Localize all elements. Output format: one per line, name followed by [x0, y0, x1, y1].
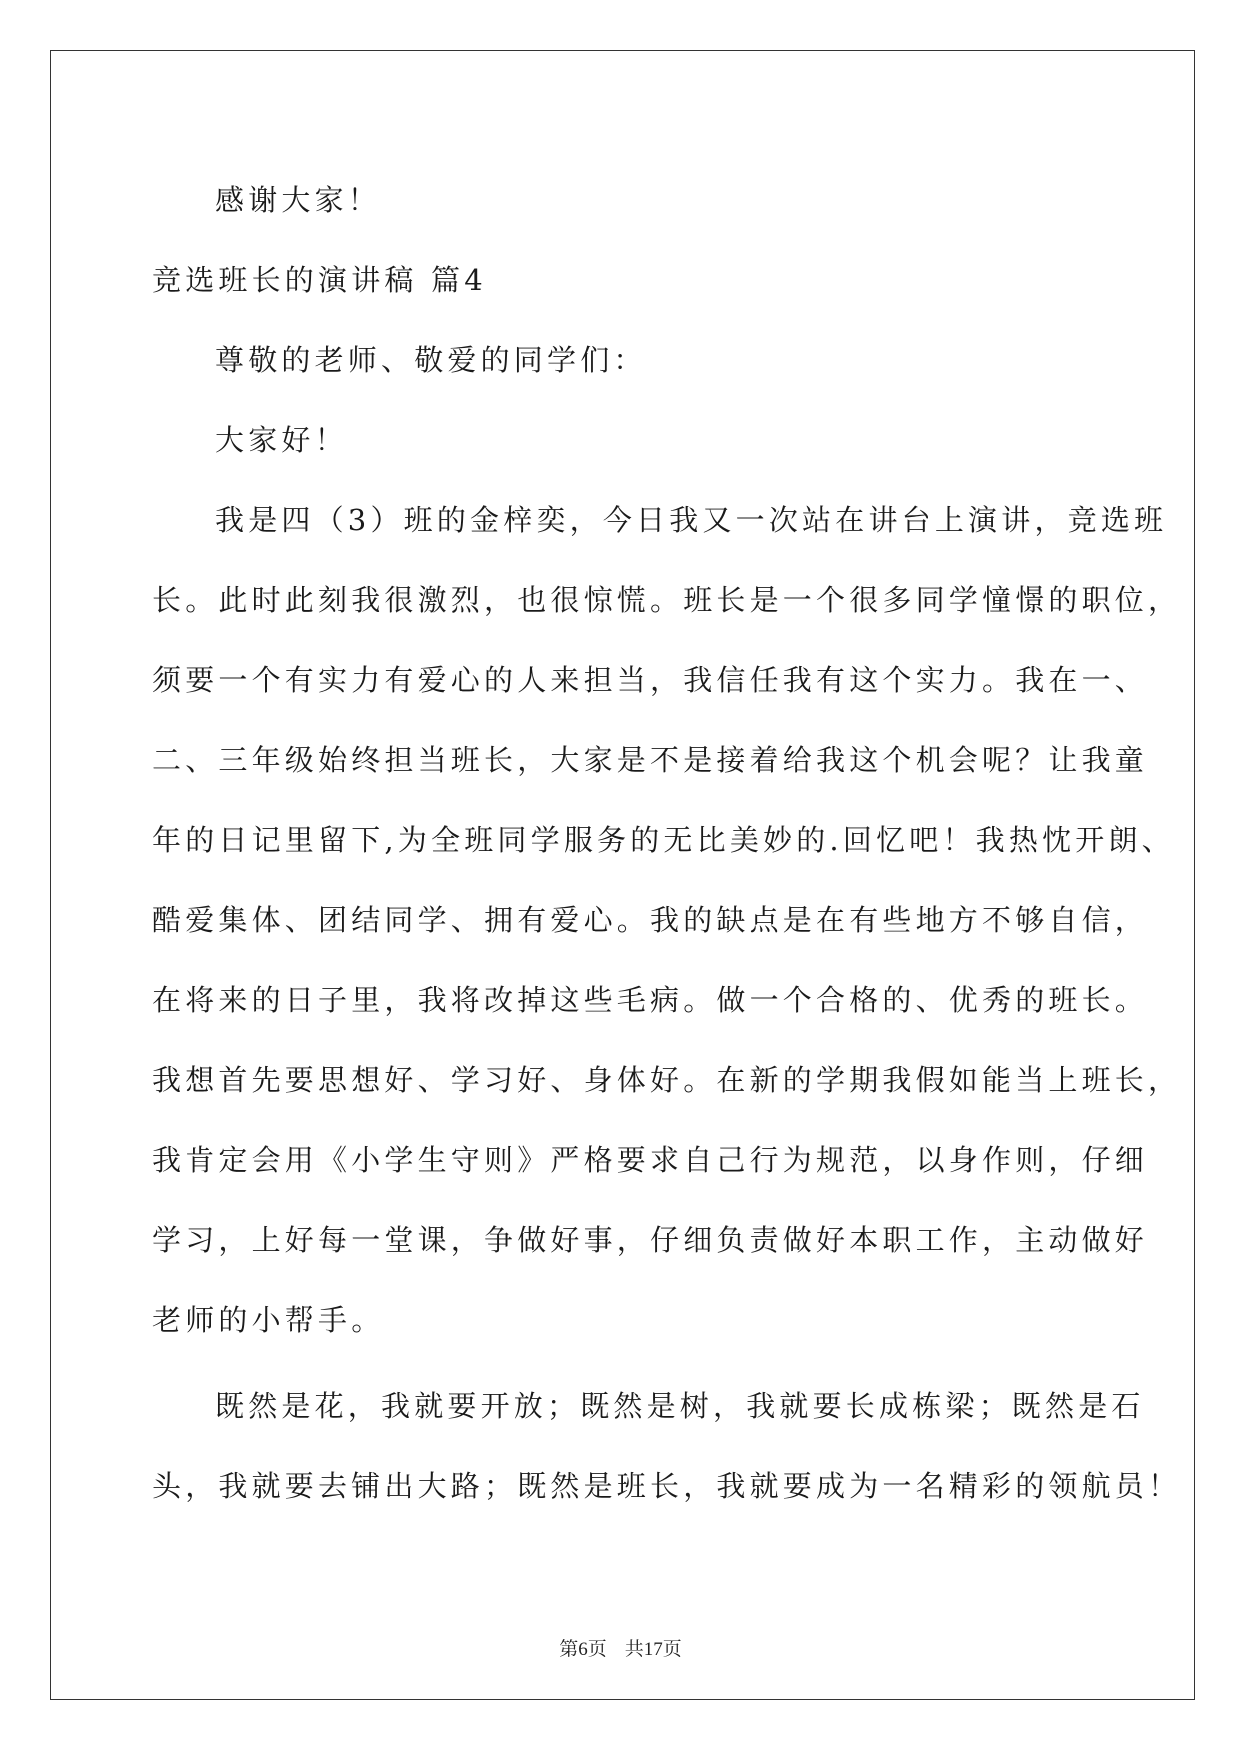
- paragraph-line: 我肯定会用《小学生守则》严格要求自己行为规范，以身作则，仔细: [152, 1143, 1149, 1177]
- section-heading: 竞选班长的演讲稿 篇4: [152, 263, 487, 297]
- paragraph-line: 年的日记里留下,为全班同学服务的无比美妙的.回忆吧！我热忱开朗、: [152, 823, 1175, 857]
- page-number-total: 共17页: [624, 1639, 682, 1660]
- paragraph-line: 在将来的日子里，我将改掉这些毛病。做一个合格的、优秀的班长。: [152, 983, 1149, 1017]
- paragraph-line: 二、三年级始终担当班长，大家是不是接着给我这个机会呢？让我童: [152, 743, 1149, 777]
- page-footer: [0, 1634, 1241, 1661]
- closing-line: 感谢大家！: [215, 183, 382, 217]
- paragraph-line: 我想首先要思想好、学习好、身体好。在新的学期我假如能当上班长，: [152, 1063, 1182, 1097]
- paragraph-line: 头，我就要去铺出大路；既然是班长，我就要成为一名精彩的领航员！: [152, 1469, 1182, 1503]
- paragraph-line: 学习，上好每一堂课，争做好事，仔细负责做好本职工作，主动做好: [152, 1223, 1149, 1257]
- paragraph-line: 老师的小帮手。: [152, 1303, 385, 1337]
- paragraph-line: 长。此时此刻我很激烈，也很惊慌。班长是一个很多同学憧憬的职位，: [152, 583, 1182, 617]
- paragraph-line: 我是四（3）班的金梓奕，今日我又一次站在讲台上演讲，竞选班: [215, 503, 1168, 537]
- salutation: 尊敬的老师、敬爱的同学们：: [215, 343, 647, 377]
- page-number-current: 第6页: [559, 1639, 607, 1660]
- greeting: 大家好！: [215, 423, 348, 457]
- paragraph-line: 须要一个有实力有爱心的人来担当，我信任我有这个实力。我在一、: [152, 663, 1149, 697]
- document-body: [152, 160, 1182, 1526]
- paragraph-line: 既然是花，我就要开放；既然是树，我就要长成栋梁；既然是石: [215, 1389, 1145, 1423]
- paragraph-line: 酷爱集体、团结同学、拥有爱心。我的缺点是在有些地方不够自信，: [152, 903, 1149, 937]
